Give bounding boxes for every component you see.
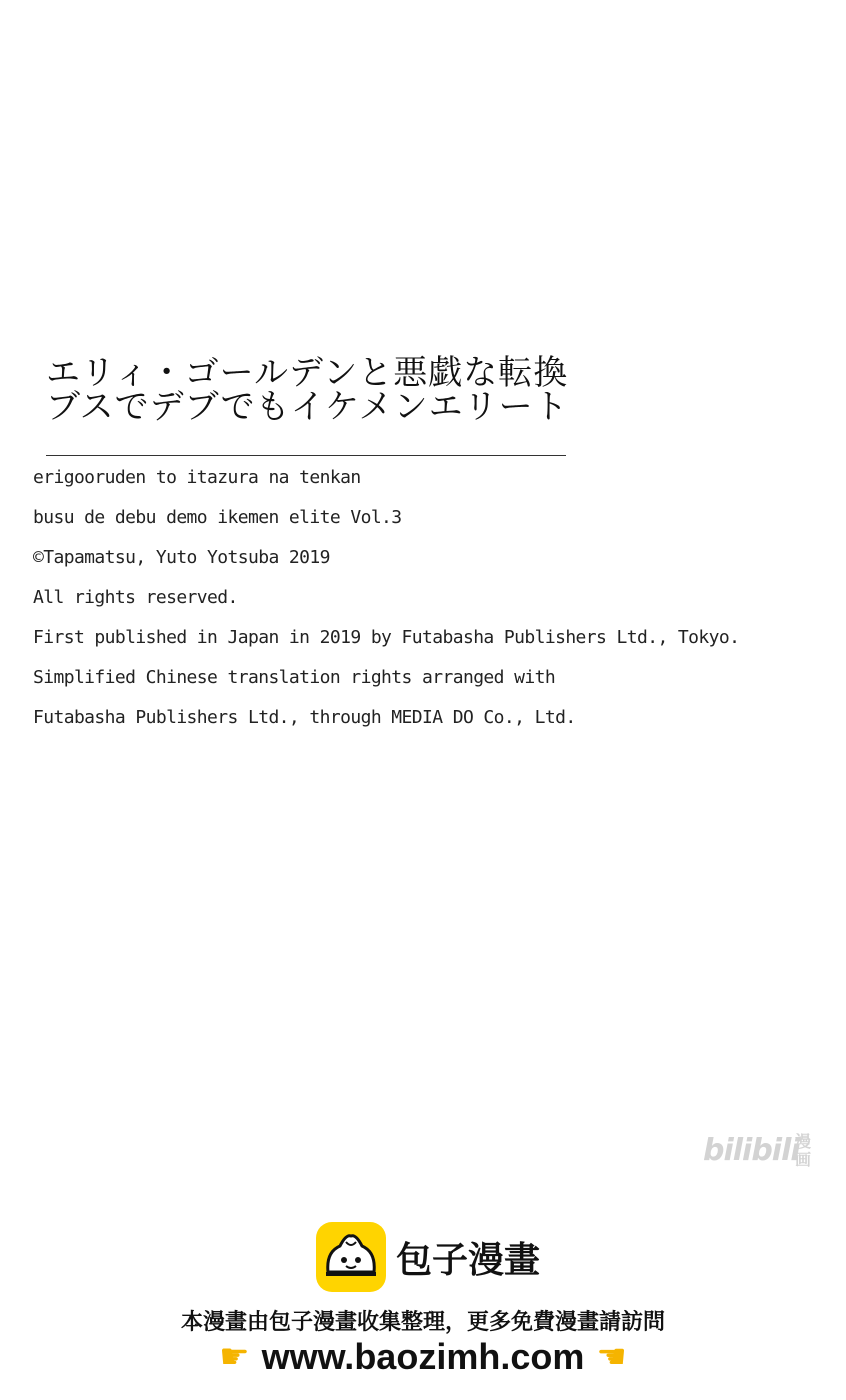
url-row bbox=[0, 1336, 846, 1378]
pointing-hand-right-icon: ☛ bbox=[219, 1337, 250, 1377]
title-line-2: ブスでデブでもイケメンエリート bbox=[46, 387, 569, 427]
pointing-hand-left-icon: ☚ bbox=[596, 1337, 627, 1377]
bun-icon bbox=[316, 1222, 386, 1292]
credit-agency: Futabasha Publishers Ltd., through MEDIA DO Co., Ltd. bbox=[33, 707, 576, 728]
watermark-text: bilibili bbox=[703, 1133, 800, 1168]
brand-name: 包子漫畫 bbox=[396, 1239, 541, 1281]
brand-logo[interactable] bbox=[316, 1222, 540, 1292]
title-line-1: エリィ・ゴールデンと悪戯な転換 bbox=[46, 353, 569, 393]
credit-copyright: ©Tapamatsu, Yuto Yotsuba 2019 bbox=[33, 547, 330, 568]
watermark-sub: 漫画 bbox=[795, 1132, 812, 1169]
bilibili-watermark bbox=[703, 1132, 812, 1169]
credit-translation-rights: Simplified Chinese translation rights arranged with bbox=[33, 667, 556, 688]
title-underline bbox=[46, 455, 566, 456]
credit-romaji-title: erigooruden to itazura na tenkan bbox=[33, 467, 361, 488]
credits-block bbox=[33, 458, 739, 738]
japanese-title bbox=[46, 353, 666, 427]
promo-text: 本漫畫由包子漫畫收集整理，更多免費漫畫請訪問 bbox=[180, 1310, 665, 1335]
credit-first-published: First published in Japan in 2019 by Futabasha Publishers Ltd., Tokyo. bbox=[33, 627, 740, 648]
site-url-link[interactable]: www.baozimh.com bbox=[261, 1336, 585, 1377]
credit-rights: All rights reserved. bbox=[33, 587, 238, 608]
credit-romaji-subtitle: busu de debu demo ikemen elite Vol.3 bbox=[33, 507, 402, 528]
